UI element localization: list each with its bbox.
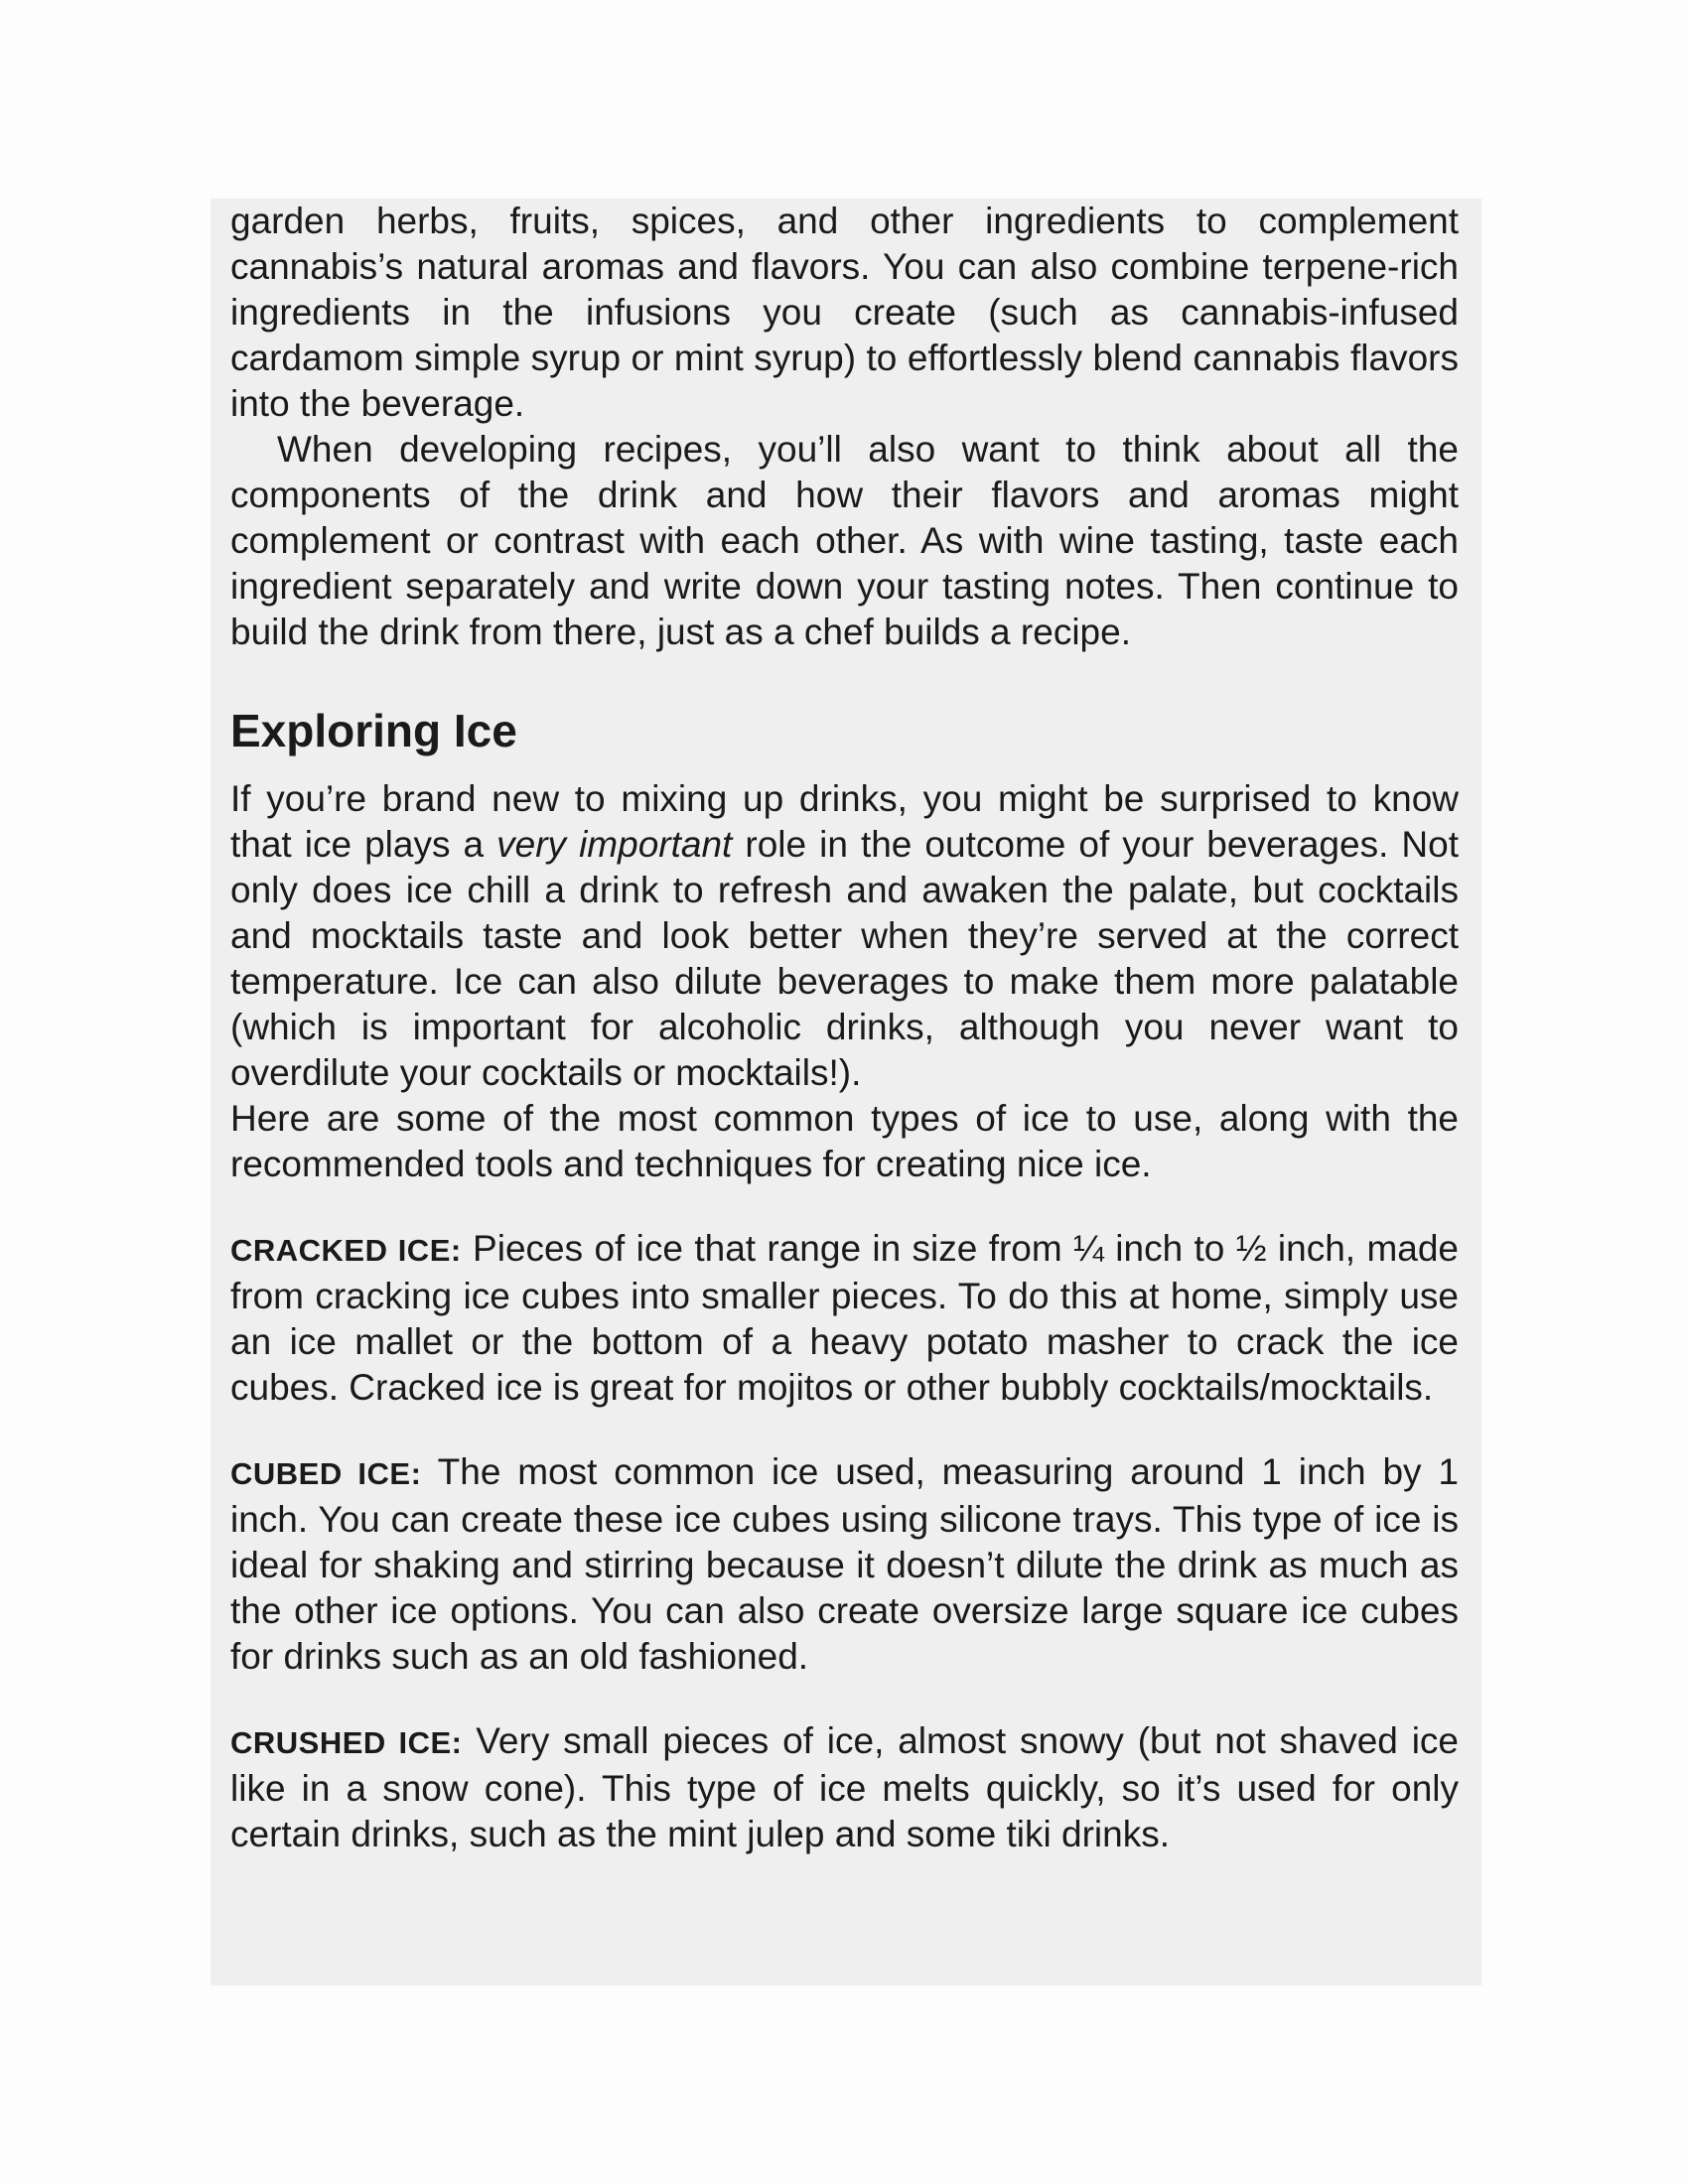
ice-type-term: CRACKED ICE: xyxy=(230,1233,462,1268)
intro-paragraph-2: When developing recipes, you’ll also want to think about all the components of the drink and how their flavors and aromas might complement or contrast with each other. As with wine tasting, taste each ingredient separately and write down your tasting notes. Then continue to build the drink from there, just as a chef builds a recipe. xyxy=(230,429,1459,652)
page-content xyxy=(230,199,1459,1857)
ice-type-description: The most common ice used, measuring around 1 inch by 1 inch. You can create these ice cubes using silicone trays. This type of ice is ideal for shaking and stirring because it doesn’t dilute the drink as much as the other ice options. You can also create oversize large square ice cubes for drinks such as an old fashioned. xyxy=(230,1451,1459,1677)
section-heading: Exploring Ice xyxy=(230,705,517,756)
section-paragraph-1 xyxy=(230,776,1459,1096)
ice-type-entry-cracked xyxy=(230,1226,1459,1411)
ice-type-description: Pieces of ice that range in size from ¼ inch to ½ inch, made from cracking ice cubes into smaller pieces. To do this at home, simply use an ice mallet or the bottom of a heavy potato masher to crack the ice cubes. Cracked ice is great for mojitos or other bubbly cocktails/mocktails. xyxy=(230,1228,1459,1408)
section-paragraph-2: Here are some of the most common types of ice to use, along with the recommended tools and techniques for creating nice ice. xyxy=(230,1098,1459,1184)
ice-type-description: Very small pieces of ice, almost snowy (but not shaved ice like in a snow cone). This type of ice melts quickly, so it’s used for only certain drinks, such as the mint julep and some tiki drinks. xyxy=(230,1720,1459,1854)
ice-type-entry-cubed xyxy=(230,1449,1459,1680)
section-paragraph-1-end: role in the outcome of your beverages. Not only does ice chill a drink to refresh and awaken the palate, but cocktails and mocktails taste and look better when they’re served at the correct temperature. Ice can also dilute beverages to make them more palatable (which is important for alcoholic drinks, although you never want to overdilute your cocktails or mocktails!). xyxy=(230,824,1459,1093)
section-paragraph-1-start: If you’re brand new to mixing up drinks, you might be surprised to know that ice plays a xyxy=(230,778,1459,865)
emphasis-text: very important xyxy=(496,824,733,865)
ice-type-entry-crushed xyxy=(230,1718,1459,1857)
ice-type-term: CUBED ICE: xyxy=(230,1456,422,1491)
ice-type-term: CRUSHED ICE: xyxy=(230,1725,463,1760)
intro-paragraph-1: garden herbs, fruits, spices, and other ingredients to complement cannabis’s natural aromas and flavors. You can also combine terpene-rich ingredients in the infusions you create (such as cannabis-infused cardamom simple syrup or mint syrup) to effortlessly blend cannabis flavors into the beverage. xyxy=(230,201,1459,424)
